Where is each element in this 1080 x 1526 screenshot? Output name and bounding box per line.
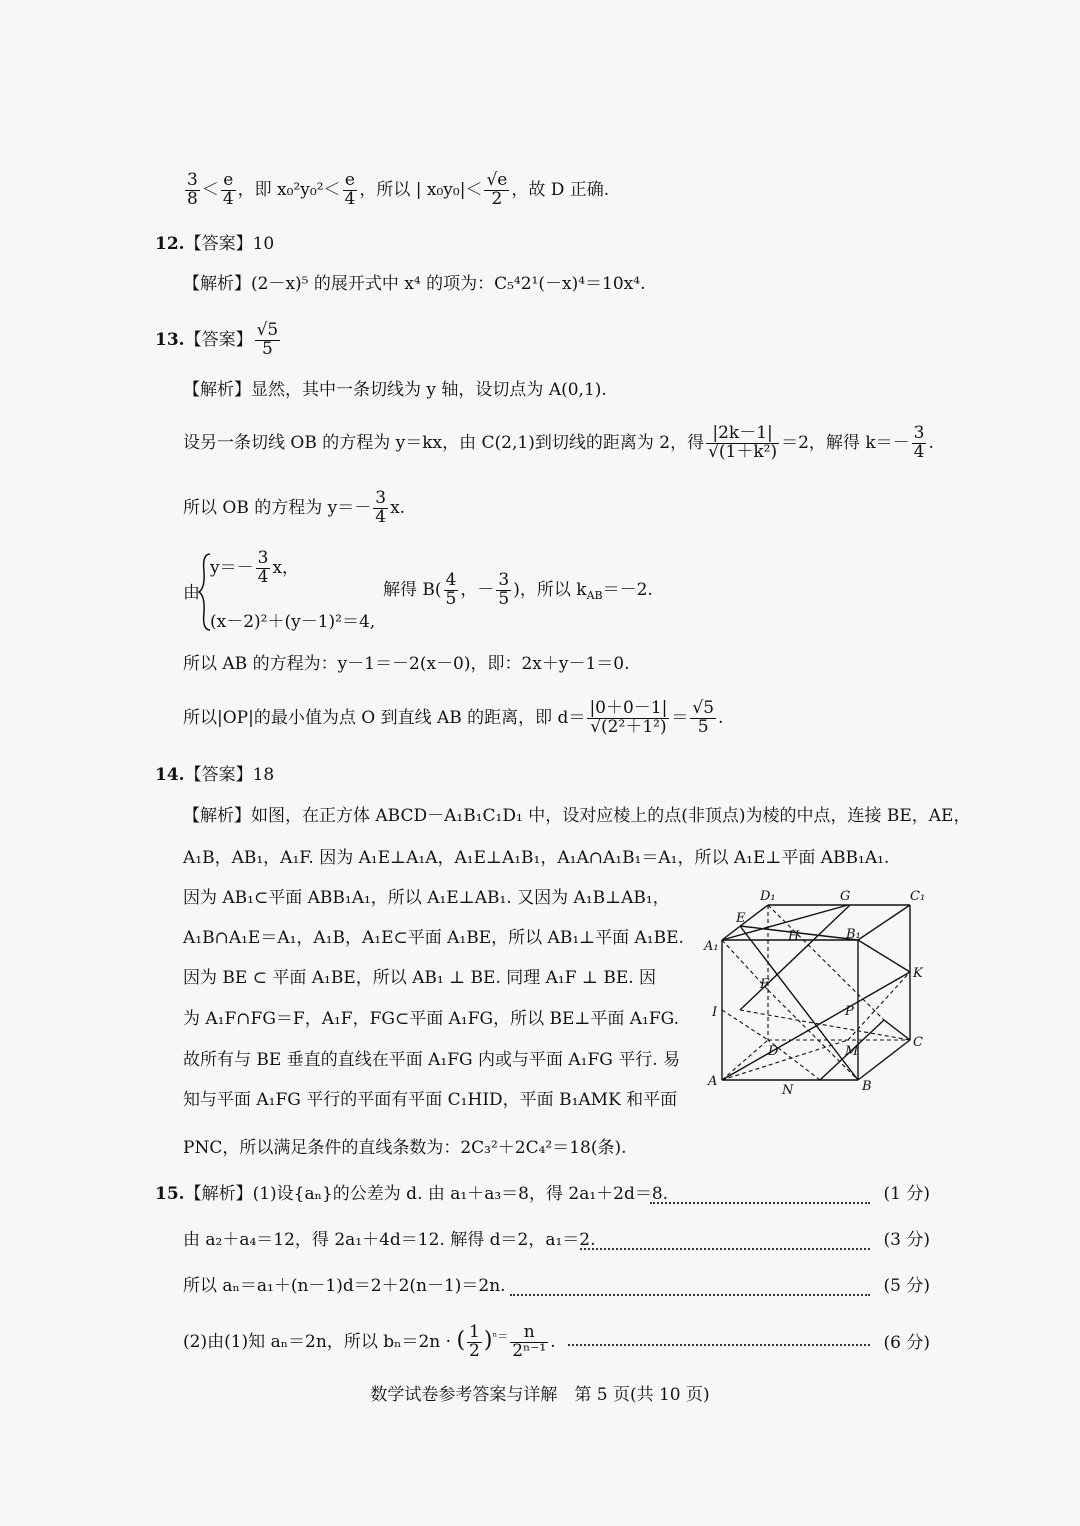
fraction: $\frac{|2k-1|}{\text{√(1＋k²)}}$ — [708, 423, 778, 462]
leader-dots — [580, 1248, 870, 1250]
q14-para-1: 【解析】如图，在正方体 ABCD－A₁B₁C₁D₁ 中，设对应棱上的点(非顶点)为棱的中点，连接 BE，AE， — [183, 806, 971, 826]
cube-vertex-labels — [703, 889, 925, 1098]
q14-para-9: PNC，所以满足条件的直线条数为：2C₃²＋2C₄²＝18(条). — [183, 1138, 627, 1158]
fraction: $\frac{n}{\text{2ⁿ⁻¹}}$ — [512, 1322, 547, 1361]
vertex-label-h: H — [788, 929, 800, 944]
q14-para-6: 为 A₁F∩FG＝F，A₁F，FG⊂平面 A₁FG，所以 BE⊥平面 A₁FG. — [183, 1009, 680, 1029]
vertex-label-a1: A₁ — [704, 939, 719, 954]
vertex-label-a: A — [708, 1074, 718, 1089]
q14-para-5: 因为 BE ⊂ 平面 A₁BE，所以 AB₁ ⊥ BE. 同理 A₁F ⊥ BE. 因 — [183, 968, 657, 988]
q14-answer: 14.【答案】18 — [155, 765, 275, 785]
q14-para-2: A₁B，AB₁，A₁F. 因为 A₁E⊥A₁A，A₁E⊥A₁B₁，A₁A∩A₁B₁＝A₁，所以 A₁E⊥平面 ABB₁A₁. — [183, 848, 890, 868]
vertex-label-c1: C₁ — [910, 889, 926, 904]
q13-solution-2: 设另一条切线 OB 的方程为 y＝kx，由 C(2,1)到切线的距离为 2，得 $\frac{|2k-1|}{\text{√(1＋k²)}}$ ＝2，解得 k＝－ $\frac{3}{4}$ . — [183, 423, 934, 462]
q15-score-1: (1 分) — [883, 1184, 930, 1204]
vertex-label-k: K — [913, 966, 923, 981]
q13-solution-3: 所以 OB 的方程为 y＝－ $\frac{3}{4}$ x. — [183, 488, 406, 527]
q14-para-3: 因为 AB₁⊂平面 ABB₁A₁，所以 A₁E⊥AB₁. 又因为 A₁B⊥AB₁， — [183, 888, 670, 908]
fraction: $\frac{4}{5}$ — [445, 570, 457, 609]
q12-answer: 12.【答案】10 — [155, 234, 275, 254]
vertex-label-m: M — [845, 1044, 859, 1059]
fraction: $\frac{e}{4}$ — [344, 170, 356, 209]
vertex-label-c: C — [913, 1035, 923, 1050]
vertex-label-n: N — [782, 1083, 794, 1098]
vertex-label-p: P — [845, 1004, 854, 1019]
leader-dots — [568, 1344, 870, 1346]
fraction: $\frac{|0+0-1|}{\text{√(2²＋1²)}}$ — [589, 698, 668, 737]
q13-solution-4: 解得 B( $\frac{4}{5}$ ，－ $\frac{3}{5}$ )，所以 $k_{AB}=-2$. — [383, 570, 653, 609]
fraction: $\frac{3}{8}$ — [187, 170, 198, 209]
fraction: $\frac{3}{4}$ — [257, 548, 269, 587]
leader-dots — [510, 1294, 870, 1296]
fraction: $\frac{√5}{5}$ — [692, 698, 715, 737]
q14-para-7: 故所有与 BE 垂直的直线在平面 A₁FG 内或与平面 A₁FG 平行. 易 — [183, 1050, 681, 1070]
vertex-label-f: F — [760, 977, 770, 992]
page-footer: 数学试卷参考答案与详解 第 5 页(共 10 页) — [370, 1385, 710, 1405]
vertex-label-b1: B₁ — [846, 927, 861, 942]
q15-line-1: 15.【解析】(1)设{aₙ}的公差为 d. 由 a₁＋a₃＝8，得 2a₁＋2d＝8. — [155, 1184, 669, 1204]
q15-score-3: (5 分) — [883, 1276, 930, 1296]
fraction: $\frac{3}{5}$ — [498, 570, 510, 609]
q13-system-eq1: y＝－ $\frac{3}{4}$ x， — [210, 548, 300, 587]
q15-score-4: (6 分) — [883, 1333, 930, 1353]
vertex-label-d1: D₁ — [760, 889, 776, 904]
vertex-label-d: D — [768, 1044, 779, 1059]
vertex-label-e: E — [736, 911, 746, 926]
continuation-line: $\frac{3}{8}$ ＜ $\frac{e}{4}$ ，即 x₀²y₀²＜ $\frac{e}{4}$ ，所以 | x₀y₀|＜ $\frac{√e}{2}$ ，故 D 正确. — [187, 170, 610, 209]
q15-score-2: (3 分) — [883, 1230, 930, 1250]
fraction: $\frac{3}{4}$ — [375, 488, 387, 527]
fraction: $\frac{1}{2}$ — [469, 1322, 480, 1361]
q13-system-eq2: (x－2)²＋(y－1)²＝4, — [210, 612, 376, 632]
q15-line-4: (2)由(1)知 aₙ＝2n，所以 bₙ＝2n · ( $\frac{1}{2}$ )$^{^n=}$ $\frac{n}{\text{2ⁿ⁻¹}}$ . — [183, 1322, 556, 1361]
q13-system-lead: 由 — [183, 583, 200, 603]
q13-solution-6: 所以|OP|的最小值为点 O 到直线 AB 的距离，即 d＝ $\frac{|0+0-1|}{\text{√(2²＋1²)}}$ ＝ $\frac{√5}{5}$ . — [183, 698, 724, 737]
vertex-label-i: I — [712, 1005, 718, 1020]
fraction: $\frac{√5}{5}$ — [256, 320, 279, 359]
fraction: $\frac{√e}{2}$ — [486, 170, 508, 209]
leader-dots — [650, 1202, 870, 1204]
vertex-label-b: B — [862, 1079, 872, 1094]
q13-answer: 13.【答案】 $\frac{√5}{5}$ — [155, 320, 279, 359]
q14-para-4: A₁B∩A₁E＝A₁，A₁B，A₁E⊂平面 A₁BE，所以 AB₁⊥平面 A₁BE. — [183, 928, 684, 948]
q14-para-8: 知与平面 A₁FG 平行的平面有平面 C₁HID，平面 B₁AMK 和平面 — [183, 1090, 678, 1110]
fraction: $\frac{e}{4}$ — [222, 170, 234, 209]
q13-solution-5: 所以 AB 的方程为：y－1＝－2(x－0)，即：2x＋y－1＝0. — [183, 654, 630, 674]
q12-solution: 【解析】(2－x)⁵ 的展开式中 x⁴ 的项为：C₅⁴2¹(－x)⁴＝10x⁴. — [183, 274, 646, 294]
q15-line-2: 由 a₂＋a₄＝12，得 2a₁＋4d＝12. 解得 d＝2，a₁＝2. — [183, 1230, 596, 1250]
vertex-label-g: G — [840, 889, 851, 904]
q15-line-3: 所以 aₙ＝a₁＋(n－1)d＝2＋2(n－1)＝2n. — [183, 1276, 506, 1296]
cube-figure — [700, 880, 940, 1100]
q13-solution-1: 【解析】显然，其中一条切线为 y 轴，设切点为 A(0,1). — [183, 380, 607, 400]
fraction: $\frac{3}{4}$ — [913, 423, 925, 462]
